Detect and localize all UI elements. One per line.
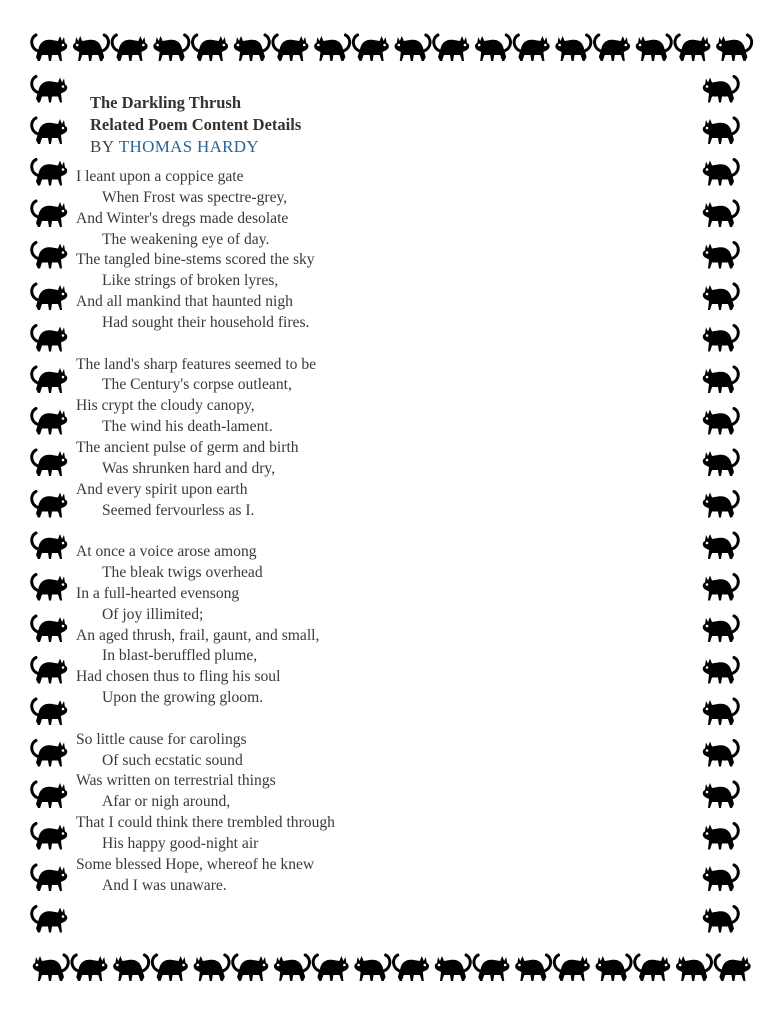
black-cat-icon (635, 955, 671, 981)
poem-line: That I could think there trembled through (76, 814, 335, 832)
poem-line: Had chosen thus to fling his soul (76, 668, 281, 686)
poem-line: So little cause for carolings (76, 730, 247, 748)
black-cat-icon (703, 77, 739, 103)
poem-line: The land's sharp features seemed to be (76, 355, 317, 373)
black-cat-icon (434, 35, 470, 61)
black-cat-icon (113, 955, 149, 981)
black-cat-icon (353, 35, 389, 61)
black-cat-icon (32, 741, 68, 767)
black-cat-icon (32, 533, 68, 559)
poem-line: The weakening eye of day. (102, 230, 270, 248)
black-cat-icon (716, 35, 752, 61)
black-cat-icon (32, 575, 68, 601)
poem-line: And I was unaware. (102, 876, 227, 894)
black-cat-icon (703, 118, 739, 144)
black-cat-icon (395, 35, 431, 61)
stanza (76, 542, 335, 709)
poem-line: The bleak twigs overhead (102, 564, 263, 582)
black-cat-icon (354, 955, 390, 981)
poem-line: His happy good-night air (102, 835, 259, 852)
black-cat-icon (703, 201, 739, 227)
black-cat-icon (32, 77, 68, 103)
black-cat-icon (72, 955, 108, 981)
black-cat-icon (703, 699, 739, 725)
black-cat-icon (32, 865, 68, 891)
black-cat-icon (703, 907, 739, 933)
black-cat-icon (703, 782, 739, 808)
black-cat-icon (32, 450, 68, 476)
poem-subtitle: Related Poem Content Details (90, 115, 302, 134)
black-cat-icon (33, 955, 69, 981)
black-cat-icon (193, 35, 229, 61)
black-cat-icon (32, 824, 68, 850)
black-cat-icon (233, 955, 269, 981)
poem-line: The tangled bine-stems scored the sky (76, 251, 315, 269)
poem-line: An aged thrush, frail, gaunt, and small, (76, 626, 320, 644)
poem-line: Had sought their household fires. (102, 313, 310, 331)
poem-line: Some blessed Hope, whereof he knew (76, 855, 315, 873)
black-cat-icon (703, 575, 739, 601)
poem-line: Was written on terrestrial things (76, 772, 276, 790)
black-cat-icon (636, 35, 672, 61)
black-cat-icon (313, 955, 349, 981)
poem-line: Like strings of broken lyres, (102, 272, 279, 290)
black-cat-icon (32, 367, 68, 393)
poem-line: When Frost was spectre-grey, (102, 188, 288, 206)
black-cat-icon (515, 955, 551, 981)
black-cat-icon (32, 243, 68, 269)
poem-line: Was shrunken hard and dry, (102, 459, 276, 477)
black-cat-icon (32, 201, 68, 227)
black-cat-icon (32, 326, 68, 352)
black-cat-icon (676, 955, 712, 981)
black-cat-icon (32, 616, 68, 642)
poem-line: Of such ecstatic sound (102, 751, 243, 769)
poem-title: The Darkling Thrush (90, 93, 241, 112)
black-cat-icon (703, 865, 739, 891)
black-cat-icon (595, 35, 631, 61)
black-cat-icon (314, 35, 350, 61)
black-cat-icon (273, 35, 309, 61)
black-cat-icon (194, 955, 230, 981)
black-cat-icon (475, 35, 511, 61)
black-cat-icon (32, 782, 68, 808)
black-cat-icon (435, 955, 471, 981)
poem-line: In a full-hearted evensong (76, 584, 240, 602)
black-cat-icon (32, 699, 68, 725)
black-cat-icon (32, 409, 68, 435)
black-cat-icon (703, 741, 739, 767)
black-cat-icon (703, 616, 739, 642)
black-cat-icon (32, 35, 68, 61)
black-cat-icon (675, 35, 711, 61)
poem-line: Upon the growing gloom. (102, 689, 264, 707)
black-cat-icon (153, 35, 189, 61)
black-cat-icon (32, 118, 68, 144)
poem-line: And Winter's dregs made desolate (76, 209, 289, 227)
black-cat-icon (703, 160, 739, 186)
black-cat-icon (73, 35, 109, 61)
black-cat-icon (32, 658, 68, 684)
stanza (76, 730, 335, 897)
black-cat-icon (596, 955, 632, 981)
black-cat-icon (474, 955, 510, 981)
black-cat-icon (32, 160, 68, 186)
black-cat-icon (112, 35, 148, 61)
by-label: BY (90, 137, 115, 156)
black-cat-icon (703, 824, 739, 850)
byline (90, 136, 301, 158)
poem-line: His crypt the cloudy canopy, (76, 397, 255, 415)
black-cat-icon (703, 533, 739, 559)
black-cat-icon (394, 955, 430, 981)
black-cat-icon (703, 243, 739, 269)
author-link[interactable]: THOMAS HARDY (118, 137, 259, 156)
black-cat-icon (703, 450, 739, 476)
stanza (76, 355, 335, 522)
poem-line: The wind his death-lament. (102, 418, 273, 436)
poem-line: And all mankind that haunted nigh (76, 293, 293, 311)
black-cat-icon (234, 35, 270, 61)
poem-line: The Century's corpse outleant, (102, 376, 292, 394)
black-cat-icon (32, 907, 68, 933)
black-cat-icon (274, 955, 310, 981)
black-cat-icon (703, 284, 739, 310)
black-cat-icon (703, 367, 739, 393)
poem-line: Afar or nigh around, (102, 793, 231, 811)
black-cat-icon (703, 492, 739, 518)
poem-body (76, 167, 335, 917)
poem-line: The ancient pulse of germ and birth (76, 438, 299, 456)
poem-line: In blast-beruffled plume, (102, 647, 258, 665)
poem-line: I leant upon a coppice gate (76, 168, 244, 185)
black-cat-icon (554, 955, 590, 981)
black-cat-icon (703, 658, 739, 684)
poem-line: Of joy illimited; (102, 605, 204, 623)
black-cat-icon (514, 35, 550, 61)
poem-header (90, 92, 301, 158)
black-cat-icon (703, 326, 739, 352)
black-cat-icon (703, 409, 739, 435)
poem-line: And every spirit upon earth (76, 480, 248, 498)
black-cat-icon (715, 955, 751, 981)
poem-line: Seemed fervourless as I. (102, 501, 255, 519)
poem-line: At once a voice arose among (76, 543, 257, 561)
black-cat-icon (152, 955, 188, 981)
stanza (76, 167, 335, 334)
black-cat-icon (32, 492, 68, 518)
black-cat-icon (555, 35, 591, 61)
black-cat-icon (32, 284, 68, 310)
